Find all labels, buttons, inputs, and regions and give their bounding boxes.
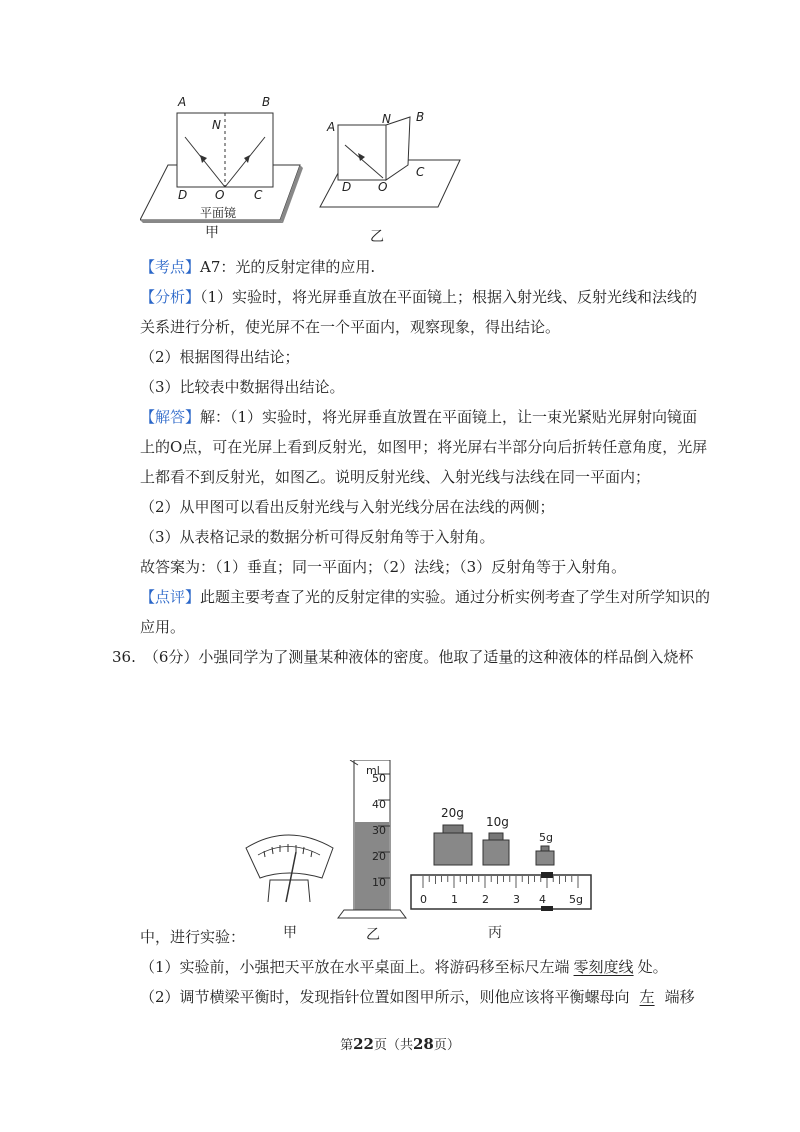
q36-cont: 中，进行实验： <box>140 928 246 946</box>
cylinder-mark-30: 30 <box>372 824 386 837</box>
cylinder-unit: ml <box>366 764 380 777</box>
jieda-line-6: 故答案为：（1）垂直；同一平面内；（2）法线；（3）反射角等于入射角。 <box>140 558 627 576</box>
weight-10g: 10g <box>486 815 509 829</box>
kaodian-text: A7：光的反射定律的应用. <box>200 258 376 276</box>
scale-4: 4 <box>539 893 546 906</box>
label-yi-A: A <box>327 120 336 134</box>
scale-3: 3 <box>513 893 520 906</box>
caption-q36-yi: 乙 <box>366 927 380 943</box>
label-jia-C: C <box>254 188 263 202</box>
page-number: 22 <box>353 1035 374 1053</box>
weights-bing <box>434 825 554 865</box>
label-yi-O: O <box>378 180 388 194</box>
jieda-line-5: （3）从表格记录的数据分析可得反射角等于入射角。 <box>140 528 495 546</box>
figure-yi <box>320 117 460 207</box>
caption-yi: 乙 <box>370 229 384 245</box>
weight-5g: 5g <box>539 831 553 844</box>
fenxi-line-1: 【分析】（1）实验时，将光屏垂直放在平面镜上；根据入射光线、反射光线和法线的 <box>140 288 698 306</box>
page-total: 28 <box>413 1035 434 1053</box>
balance-dial-jia <box>246 835 333 902</box>
label-yi-B: B <box>416 110 425 124</box>
q36-line <box>112 647 693 667</box>
jieda-line-4: （2）从甲图可以看出反射光线与入射光线分居在法线的两侧； <box>140 498 555 516</box>
q36-text: （6分）小强同学为了测量某种液体的密度。他取了适量的这种液体的样品倒入烧杯 <box>143 648 694 666</box>
caption-q36-jia: 甲 <box>283 925 297 941</box>
label-jia-D: D <box>178 188 188 202</box>
dianping-line-2: 应用。 <box>140 618 186 636</box>
cylinder-mark-50: 50 <box>372 772 386 785</box>
mirror-label: 平面镜 <box>200 206 237 220</box>
scale-5g: 5g <box>569 893 583 906</box>
jieda-tag: 【解答】 <box>140 408 201 426</box>
label-jia-N: N <box>212 118 221 132</box>
label-yi-N: N <box>382 112 391 126</box>
scale-2: 2 <box>482 893 489 906</box>
label-yi-C: C <box>416 165 425 179</box>
fenxi-line-3: （2）根据图得出结论； <box>140 348 300 366</box>
jieda-line-3: 上都看不到反射光，如图乙。说明反射光线、入射光线与法线在同一平面内； <box>140 468 651 486</box>
q36-number: 36. <box>112 648 136 666</box>
fenxi-line-2: 关系进行分析，使光屏不在一个平面内，观察现象，得出结论。 <box>140 318 561 336</box>
q36-s1-answer: 零刻度线 <box>573 958 634 976</box>
q36-s2: （2）调节横梁平衡时，发现指针位置如图甲所示，则他应该将平衡螺母向 左 端移 <box>140 988 695 1006</box>
kaodian <box>140 257 375 277</box>
cylinder-mark-20: 20 <box>372 850 386 863</box>
dianping-line-1: 【点评】此题主要考查了光的反射定律的实验。通过分析实例考查了学生对所学知识的 <box>140 588 711 606</box>
q36-s2-answer: 左 <box>639 988 655 1006</box>
q36-s1: （1）实验前，小强把天平放在水平桌面上。将游码移至标尺左端 零刻度线 处。 <box>140 958 668 976</box>
ruler-bing <box>411 872 591 911</box>
dianping-tag: 【点评】 <box>140 588 201 606</box>
caption-q36-bing: 丙 <box>488 925 502 941</box>
scale-0: 0 <box>420 893 427 906</box>
label-jia-A: A <box>178 95 187 109</box>
kaodian-tag: 【考点】 <box>140 258 201 276</box>
page-footer: 第22页（共28页） <box>340 1035 460 1053</box>
fenxi-line-4: （3）比较表中数据得出结论。 <box>140 378 345 396</box>
weight-20g: 20g <box>441 806 464 820</box>
jieda-line-1: 【解答】解：（1）实验时，将光屏垂直放置在平面镜上，让一束光紧贴光屏射向镜面 <box>140 408 698 426</box>
cylinder-mark-40: 40 <box>372 798 386 811</box>
cylinder-mark-10: 10 <box>372 876 386 889</box>
label-yi-D: D <box>342 180 352 194</box>
label-jia-O: O <box>215 188 225 202</box>
fenxi-tag: 【分析】 <box>140 288 201 306</box>
jieda-line-2: 上的O点，可在光屏上看到反射光，如图甲；将光屏右半部分向后折转任意角度，光屏 <box>140 438 708 456</box>
caption-jia: 甲 <box>205 225 219 241</box>
scale-1: 1 <box>451 893 458 906</box>
label-jia-B: B <box>262 95 271 109</box>
